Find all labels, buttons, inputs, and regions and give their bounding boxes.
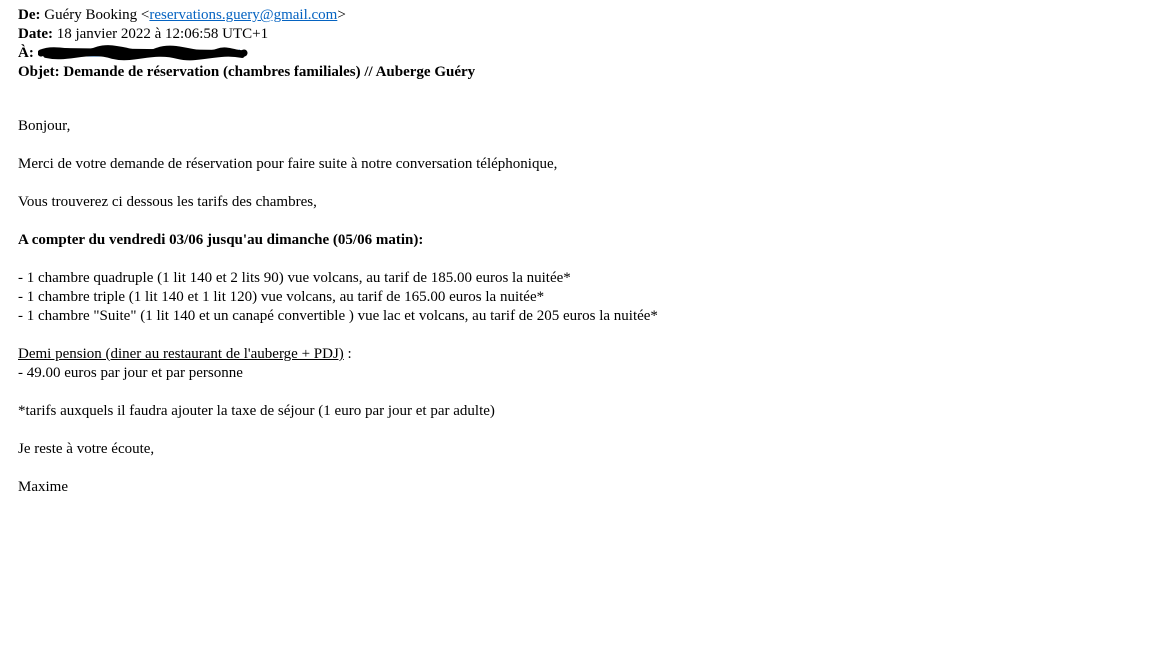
redacted-recipient [38,44,234,63]
date-label: Date: [18,26,53,42]
redaction-scribble [38,44,248,63]
half-board-suffix: : [343,346,352,362]
greeting: Bonjour, [18,118,71,134]
email-close-bracket: > [337,7,346,23]
room-item: - 1 chambre triple (1 lit 140 et 1 lit 120) vue volcans, au tarif de 165.00 euros la nuitée* [18,289,545,305]
subject-label: Objet: [18,64,60,80]
closing-line: Je reste à votre écoute, [18,441,155,457]
half-board-heading [18,345,1138,364]
sender-email-link[interactable]: reservations.guery@gmail.com [149,7,338,23]
subject-value: Demande de réservation (chambres familiales) // Auberge Guéry [63,64,476,80]
tax-note: *tarifs auxquels il faudra ajouter la taxe de séjour (1 euro par jour et par adulte) [18,403,495,419]
to-line [18,44,1138,63]
period-heading: A compter du vendredi 03/06 jusqu'au dimanche (05/06 matin): [18,232,424,248]
room-item: - 1 chambre "Suite" (1 lit 140 et un canapé convertible ) vue lac et volcans, au tarif de 205 euros la nuitée* [18,308,658,324]
half-board-label: Demi pension (diner au restaurant de l'auberge + PDJ) [18,346,344,362]
tarifs-intro: Vous trouverez ci dessous les tarifs des chambres, [18,194,317,210]
room-item: - 1 chambre quadruple (1 lit 140 et 2 lits 90) vue volcans, au tarif de 185.00 euros la nuitée* [18,270,571,286]
to-label: À: [18,45,34,61]
from-label: De: [18,7,41,23]
date-value: 18 janvier 2022 à 12:06:58 UTC+1 [56,26,269,42]
subject-line [18,63,1138,82]
email-message [18,6,1138,497]
intro-paragraph: Merci de votre demande de réservation pour faire suite à notre conversation téléphonique, [18,156,558,172]
spacer [18,82,1138,117]
from-name: Guéry Booking [44,7,138,23]
email-open-bracket: < [140,7,150,23]
signature: Maxime [18,479,68,495]
date-line [18,25,1138,44]
half-board-price: - 49.00 euros par jour et par personne [18,365,243,381]
from-line [18,6,1138,25]
